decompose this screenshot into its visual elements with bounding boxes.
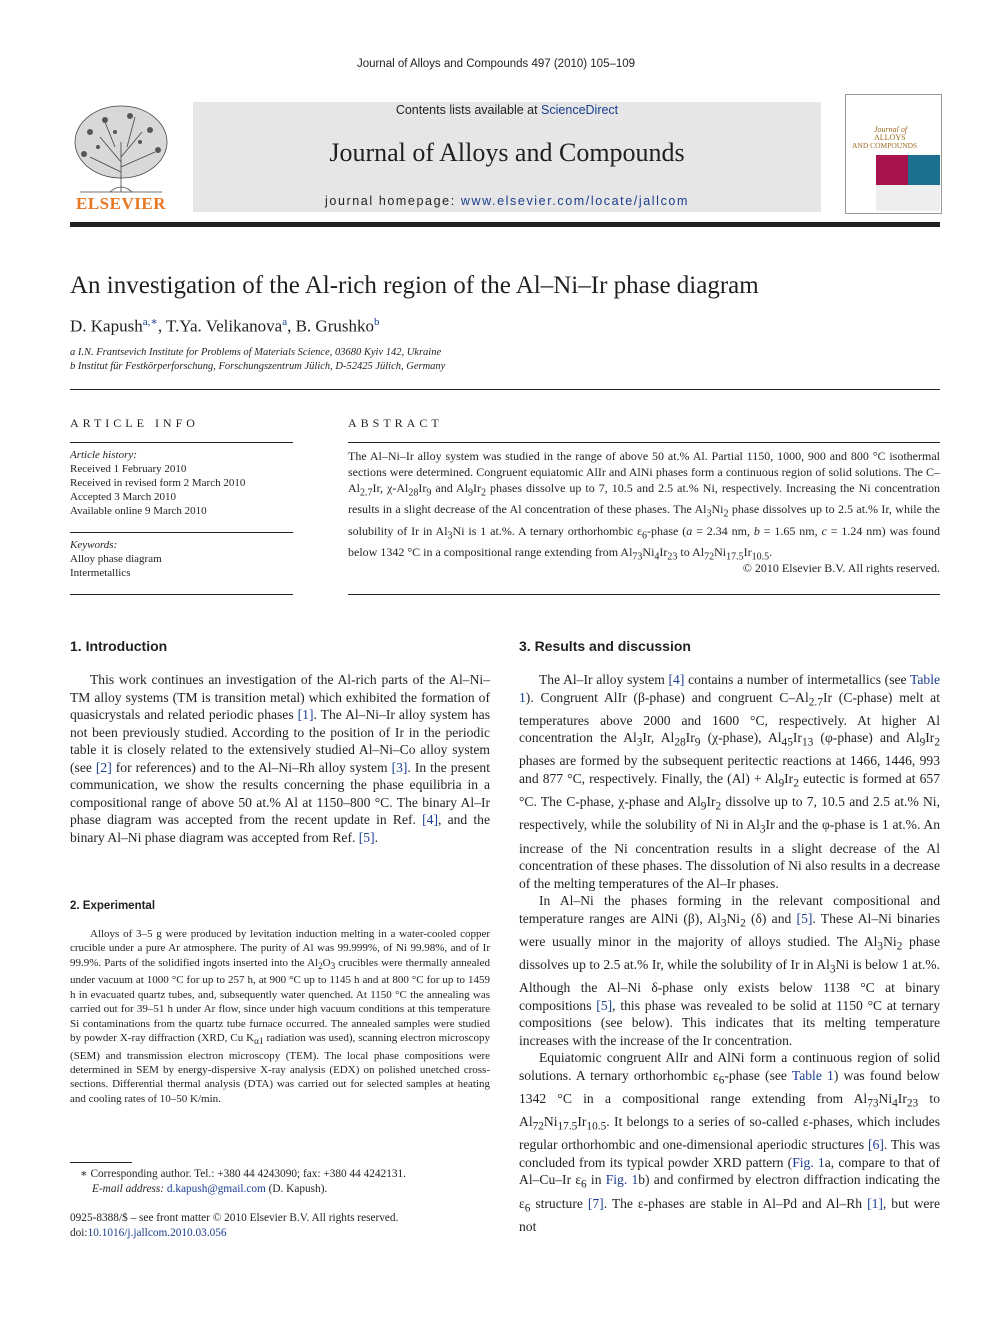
keywords <box>70 538 300 580</box>
sciencedirect-link[interactable]: ScienceDirect <box>541 103 619 117</box>
keywords-rule <box>70 532 293 533</box>
history-item: Received 1 February 2010 <box>70 463 187 475</box>
abstract-copyright: © 2010 Elsevier B.V. All rights reserved. <box>742 561 940 575</box>
abstract-end-rule <box>348 594 940 595</box>
doi-link[interactable]: 10.1016/j.jallcom.2010.03.056 <box>87 1227 227 1239</box>
issn-line: 0925-8388/$ – see front matter © 2010 Elsevier B.V. All rights reserved. <box>70 1212 399 1224</box>
publisher-name: ELSEVIER <box>76 194 166 213</box>
intro-text: This work continues an investigation of the Al-rich parts of the Al–Ni–TM alloy systems (TM is transition metal) which exhibited the formation of quasicrystals and related periodic phases [1]. The Al–Ni–Ir alloy system has not been previously studied. According to the position of Ir in the periodic table it is closely related to the extensively studied Al–Ni–Co alloy system (see [2] for references) and to the Al–Ni–Rh alloy system [3]. In the present communication, we show the results concerning the phase equilibria in a compositional range of above 50 at.% Al at 1150–800 °C. The binary Al–Ir phase diagram was accepted from the recent update in Ref. [4], and the binary Al–Ni phase diagram was accepted from Ref. [5]. <box>70 672 490 845</box>
front-matter <box>70 1211 500 1241</box>
article-info-heading: ARTICLE INFO <box>70 416 199 430</box>
journal-title: Journal of Alloys and Compounds <box>329 138 685 167</box>
author-sup[interactable]: a <box>282 316 288 328</box>
results-text: The Al–Ir alloy system [4] contains a number of intermetallics (see Table 1). Congruent AlIr (β-phase) and congruent $C-Al_{2.7}Ir$ (C-phase) melt at temperatures above 2000 and 1600 °C, respectively. At higher Al concentration the $Al_3Ir$, $Al_{28}Ir_9$ (χ-phase), $Al_{45}Ir_{13}$ (φ-phase) and $Al_9Ir_2$ phases are formed by the subsequent peritectic reactions at 1466, 1446, 993 and 877 °C, respectively. Finally, the $(Al) + Al_9Ir_2$ eutectic is formed at 657 °C. The C-phase, χ-phase and $Al_9Ir_2$ dissolve up to 7, 10.5 and 2.5 at.% Ni, respectively, while the solubility of Ni in $Al_3Ir$ and the φ-phase is 1 at.%. An increase of the Ni concentration results in a slight decrease of the Al concentration of these phases. The dissolution of Ni also results in a decrease of the melting temperatures of the Al–Ir phases. In Al–Ni the phases forming in the relevant compositional and temperature ranges are AlNi (β), $Al_3Ni_2$ (δ) and [5]. These Al–Ni binaries were usually minor in the majority of alloys studied. The $Al_3Ni_2$ phase dissolves up to 2.5 at.% Ir, while the solubility of Ir in $Al_3Ni$ is below 1 at.%. Although the Al–Ni δ-phase only exists below 1138 °C at binary compositions [5], this phase was revealed to be solid at 1150 °C at ternary compositions (see below). This indicates that its melting temperature increases with the increase of the Ir concentration. Equiatomic congruent AlIr and AlNi form a continuous region of solid solutions. A ternary orthorhombic $\varepsilon_6$-phase (see Table 1) was found below 1342 °C in a compositional range extending from $Al_{73}Ni_4Ir_{23}$ to $Al_{72}Ni_{17.5}Ir_{10.5}$. It belongs to a series of so-called ε-phases, which includes regular orthorhombic and one-dimensional aperiodic structures [6]. This was concluded from its typical powder XRD pattern (Fig. 1a, compare to that of Al–Cu–Ir $\varepsilon_6$ in Fig. 1b) and confirmed by electron diffraction indicating the $\varepsilon_6$ structure [7]. The ε-phases are stable in Al–Pd and Al–Rh [1], but were not <box>519 672 941 1234</box>
abstract-text: The Al–Ni–Ir alloy system was studied in the range of above 50 at.% Al. Partial 1150, 1000, 900 and 800 °C isothermal sections were determined. Congruent equiatomic AlIr and AlNi phases form a continuous region of solid solutions. The $C-Al_{2.7}Ir$, $\chi-Al_{28}Ir_9$ and $Al_9Ir_2$ phases dissolve up to 7, 10.5 and 2.5 at.% Ni, respectively. Increasing the Ni concentration results in a slight decrease of the Al concentration of these phases. The $Al_3Ni_2$ phase dissolves up to 2.5 at.% Ir, while the solubility of Ir in $Al_3Ni$ is 1 at.%. A ternary orthorhombic $\varepsilon_6$-phase (a = 2.34 nm, b = 1.65 nm, c = 1.24 nm) was found below 1342 °C in a compositional range extending from $Al_{73}Ni_4Ir_{23}$ to $Al_{72}Ni_{17.5}Ir_{10.5}$. <box>348 449 940 563</box>
email-label: E-mail address: <box>92 1183 165 1195</box>
journal-reference: Journal of Alloys and Compounds 497 (2010) 105–109 <box>356 58 636 70</box>
article-title: An investigation of the Al-rich region of the Al–Ni–Ir phase diagram <box>70 272 759 299</box>
history-item: Accepted 3 March 2010 <box>70 491 176 503</box>
affiliation-b: b Institut für Festkörperforschung, Forschungszentrum Jülich, D-52425 Jülich, Germany <box>70 361 446 372</box>
experimental-heading: 2. Experimental <box>70 900 156 912</box>
cover-teal-block <box>908 155 940 185</box>
intro-heading: 1. Introduction <box>70 638 168 654</box>
keywords-label: Keywords: <box>70 539 118 551</box>
homepage-link[interactable]: www.elsevier.com/locate/jallcom <box>460 194 689 208</box>
author-sup[interactable]: b <box>374 316 380 328</box>
experimental-text: Alloys of 3–5 g were produced by levitation induction melting in a water-cooled copper crucible under a pure Ar atmosphere. The purity of Al was 99.999%, of Ni 99.98%, and of Ir 99.9%. Parts of the solidified ingots inserted into the $Al_2O_3$ crucibles were thermally annealed under vacuum at 1000 °C for up to 257 h, at 900 °C up to 1145 h and at 800 °C for up to 1459 h in evacuated quartz tubes, and, subsequently water quenched. At 1150 °C the annealing was carried out for 39–51 h under Ar flow, since under high vacuum conditions at this temperature Si contaminations from the quartz tube furnace occurred. The annealed samples were studied by powder X-ray diffraction (XRD, Cu $K_{\alpha 1}$ radiation was used), scanning electron microscopy (SEM) and transmission electron microscopy (TEM). The local phase compositions were determined in SEM by energy-dispersive X-ray analysis (EDX) on polished unetched cross-sections. Differential thermal analysis (DTA) was carried out for selected samples at heating and cooling rates of 10–50 K/min. <box>70 928 490 1105</box>
email-suffix: (D. Kapush). <box>265 1183 328 1195</box>
corresponding-author <box>80 1167 500 1197</box>
header-rule <box>70 222 940 227</box>
author-sup[interactable]: a,∗ <box>142 316 158 328</box>
affiliation-a: a I.N. Frantsevich Institute for Problems of Materials Science, 03680 Kyiv 142, Ukraine <box>70 347 442 358</box>
corresponding-note: ∗ Corresponding author. Tel.: +380 44 4243090; fax: +380 44 4242131. <box>80 1168 406 1180</box>
author-name: T.Ya. Velikanova <box>166 316 283 336</box>
author-name: D. Kapush <box>70 316 143 336</box>
journal-cover[interactable] <box>845 94 942 214</box>
author-name: B. Grushko <box>295 316 374 336</box>
footnote-rule <box>70 1162 132 1163</box>
contents-prefix: Contents lists available at <box>395 103 542 117</box>
info-end-rule <box>70 594 293 595</box>
affil-rule <box>70 389 940 390</box>
article-history <box>70 448 300 518</box>
history-item: Received in revised form 2 March 2010 <box>70 477 246 489</box>
info-rule <box>70 442 293 443</box>
contents-line <box>193 103 821 117</box>
cover-text-2: ALLOYS <box>874 133 906 142</box>
results-heading: 3. Results and discussion <box>519 638 691 654</box>
homepage-prefix: journal homepage: <box>325 194 461 208</box>
cover-text-1: Journal of <box>874 125 908 134</box>
abstract-heading: ABSTRACT <box>348 416 443 430</box>
cover-magenta-block <box>876 155 908 185</box>
email-link[interactable]: d.kapush@gmail.com <box>166 1183 266 1195</box>
keyword-item: Intermetallics <box>70 567 131 579</box>
doi-prefix: doi: <box>70 1227 88 1239</box>
history-item: Available online 9 March 2010 <box>70 505 207 517</box>
elsevier-logo[interactable] <box>70 102 172 214</box>
cover-text-3: AND COMPOUNDS <box>852 141 918 150</box>
keyword-item: Alloy phase diagram <box>70 553 162 565</box>
author-list: D. Kapush$^{a,∗}$, T.Ya. Velikanova$^a$, B. Grushko$^b$ <box>70 316 380 336</box>
journal-homepage <box>193 194 821 208</box>
abstract-rule <box>348 442 940 443</box>
history-label: Article history: <box>70 449 137 461</box>
